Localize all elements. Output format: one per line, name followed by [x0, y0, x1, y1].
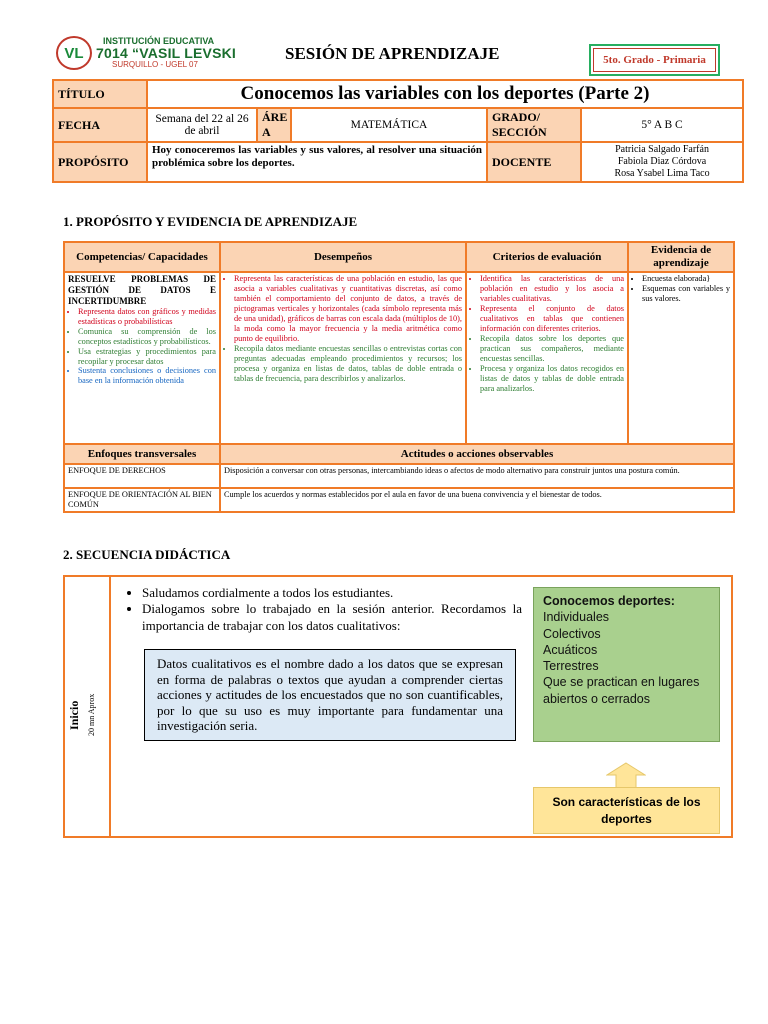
- section2-title: 2. SECUENCIA DIDÁCTICA: [63, 547, 231, 562]
- desempeno-item: • Recopila datos mediante encuestas sencillas o entrevistas cortas con preguntas adecuadas empleando procedimientos y recursos; los procesa y organiza en listas de datos, tablas de doble entrada o tablas de frecuencia, para describirlos y analizarlos.: [234, 344, 462, 384]
- sports-item: Individuales: [543, 610, 610, 625]
- docente-name: Fabiola Diaz Córdova: [617, 156, 707, 167]
- up-arrow-icon: [606, 762, 646, 788]
- enfoque-actitud: Disposición a conversar con otras personas, intercambiando ideas o afectos de modo alternativo para construir juntos una postura común.: [220, 464, 734, 488]
- area-label: ÁRE A: [257, 108, 291, 142]
- phase-time: 20 mn Aprox: [87, 693, 96, 736]
- capacidad-item: • Comunica su comprensión de los conceptos estadísticos y probabilísticos.: [78, 327, 216, 347]
- desempenos-cell: [220, 272, 466, 444]
- docentes-cell: [581, 142, 743, 182]
- fecha-label: FECHA: [53, 108, 147, 142]
- docente-name: Patricia Salgado Farfán: [615, 144, 709, 155]
- school-logo: [56, 36, 92, 70]
- phase-label: Inicio: [67, 700, 81, 730]
- col-header-evidencia: Evidencia de aprendizaje: [628, 242, 734, 272]
- col-header-desempenos: Desempeños: [220, 242, 466, 272]
- competencias-cell: [64, 272, 220, 444]
- titulo-label: TÍTULO: [53, 80, 147, 108]
- logo-letters: VL: [64, 44, 84, 62]
- sports-box: [533, 587, 720, 742]
- evidence-table: [63, 241, 735, 513]
- definition-box: Datos cualitativos es el nombre dado a los datos que se expresan en forma de palabras o textos que ayudan a comprender ciertas acciones y actitudes de los encuestados que no son cuantificables, por lo que su uso es muy importante para fundamentar una investigación seria.: [144, 649, 516, 741]
- docente-name: Rosa Ysabel Lima Taco: [614, 168, 710, 179]
- capacidad-item: • Sustenta conclusiones o decisiones con base en la información obtenida: [78, 366, 216, 386]
- criterio-item: • Identifica las características de una población en estudio y los asocia a variables cualitativas.: [480, 274, 624, 304]
- capacidad-item: • Representa datos con gráficos y medidas estadísticas o probabilísticas: [78, 307, 216, 327]
- evidencia-item: • Encuesta elaborada}: [642, 274, 730, 284]
- institution-line1: INSTITUCIÓN EDUCATIVA: [103, 36, 215, 46]
- col-header-criterios: Criterios de evaluación: [466, 242, 628, 272]
- grade-badge: [589, 44, 720, 76]
- capacidad-item: • Usa estrategias y procedimientos para recopilar y procesar datos: [78, 347, 216, 367]
- inicio-bullets: [122, 585, 522, 634]
- session-title: SESIÓN DE APRENDIZAJE: [285, 44, 500, 63]
- evidencia-cell: [628, 272, 734, 444]
- criterio-item: • Representa el conjunto de datos cualitativos en tablas que contienen información con diferentes criterios.: [480, 304, 624, 334]
- section1-title: 1. PROPÓSITO Y EVIDENCIA DE APRENDIZAJE: [63, 214, 358, 229]
- titulo-value: Conocemos las variables con los deportes (Parte 2): [147, 80, 743, 108]
- sports-item: Colectivos: [543, 626, 601, 641]
- actitudes-header: Actitudes o acciones observables: [220, 444, 734, 464]
- col-header-competencias: Competencias/ Capacidades: [64, 242, 220, 272]
- characteristics-box: Son características de los deportes: [533, 787, 720, 834]
- proposito-label: PROPÓSITO: [53, 142, 147, 182]
- criterios-cell: [466, 272, 628, 444]
- criterio-item: • Recopila datos sobre los deportes que practican sus compañeros, mediante encuestas sencillas.: [480, 334, 624, 364]
- area-value: MATEMÁTICA: [291, 108, 487, 142]
- criterio-item: • Procesa y organiza los datos recogidos en listas de datos y tablas de doble entrada para analizarlos.: [480, 364, 624, 394]
- institution-name: 7014 “VASIL LEVSKI: [96, 45, 237, 61]
- grade-badge-label: 5to. Grado - Primaria: [593, 48, 716, 72]
- bullet-item: • Dialogamos sobre lo trabajado en la sesión anterior. Recordamos la importancia de trabajar con los datos cualitativos:: [142, 601, 522, 634]
- grado-label: GRADO/ SECCIÓN: [487, 108, 581, 142]
- bullet-item: • Saludamos cordialmente a todos los estudiantes.: [142, 585, 522, 601]
- enfoque-name: ENFOQUE DE ORIENTACIÓN AL BIEN COMÚN: [64, 488, 220, 512]
- sports-box-title: Conocemos deportes:: [543, 594, 675, 608]
- docente-label: DOCENTE: [487, 142, 581, 182]
- sports-item: Terrestres: [543, 659, 599, 673]
- phase-label-block: [63, 680, 111, 740]
- grado-value: 5° A B C: [581, 108, 743, 142]
- desempeno-item: • Representa las características de una población en estudio, las que asocia a variables cualitativas y cuantitativas discretas, así como también el comportamiento del conjunto de datos, a través de pictogramas verticales y horizontales (cada símbolo representa más de una unidad), gráficos de barras con escala dada (múltiplos de 10), la moda como la mayor frecuencia y la media aritmética como punto de equilibrio.: [234, 274, 462, 344]
- enfoque-actitud: Cumple los acuerdos y normas establecidos por el aula en favor de una buena convivencia y el bienestar de todos.: [220, 488, 734, 512]
- session-info-table: [52, 79, 744, 183]
- sports-item: Acuáticos: [543, 642, 598, 657]
- enfoques-header: Enfoques transversales: [64, 444, 220, 464]
- competencia-title: RESUELVE PROBLEMAS DE GESTIÓN DE DATOS E INCERTIDUMBRE: [68, 274, 216, 306]
- sports-item: Que se practican en lugares abiertos o cerrados: [543, 675, 700, 706]
- fecha-value: Semana del 22 al 26 de abril: [147, 108, 257, 142]
- enfoque-name: ENFOQUE DE DERECHOS: [64, 464, 220, 488]
- evidencia-item: • Esquemas con variables y sus valores.: [642, 284, 730, 304]
- institution-location: SURQUILLO - UGEL 07: [112, 60, 198, 69]
- proposito-value: Hoy conoceremos las variables y sus valores, al resolver una situación problémica sobre los deportes.: [147, 142, 487, 182]
